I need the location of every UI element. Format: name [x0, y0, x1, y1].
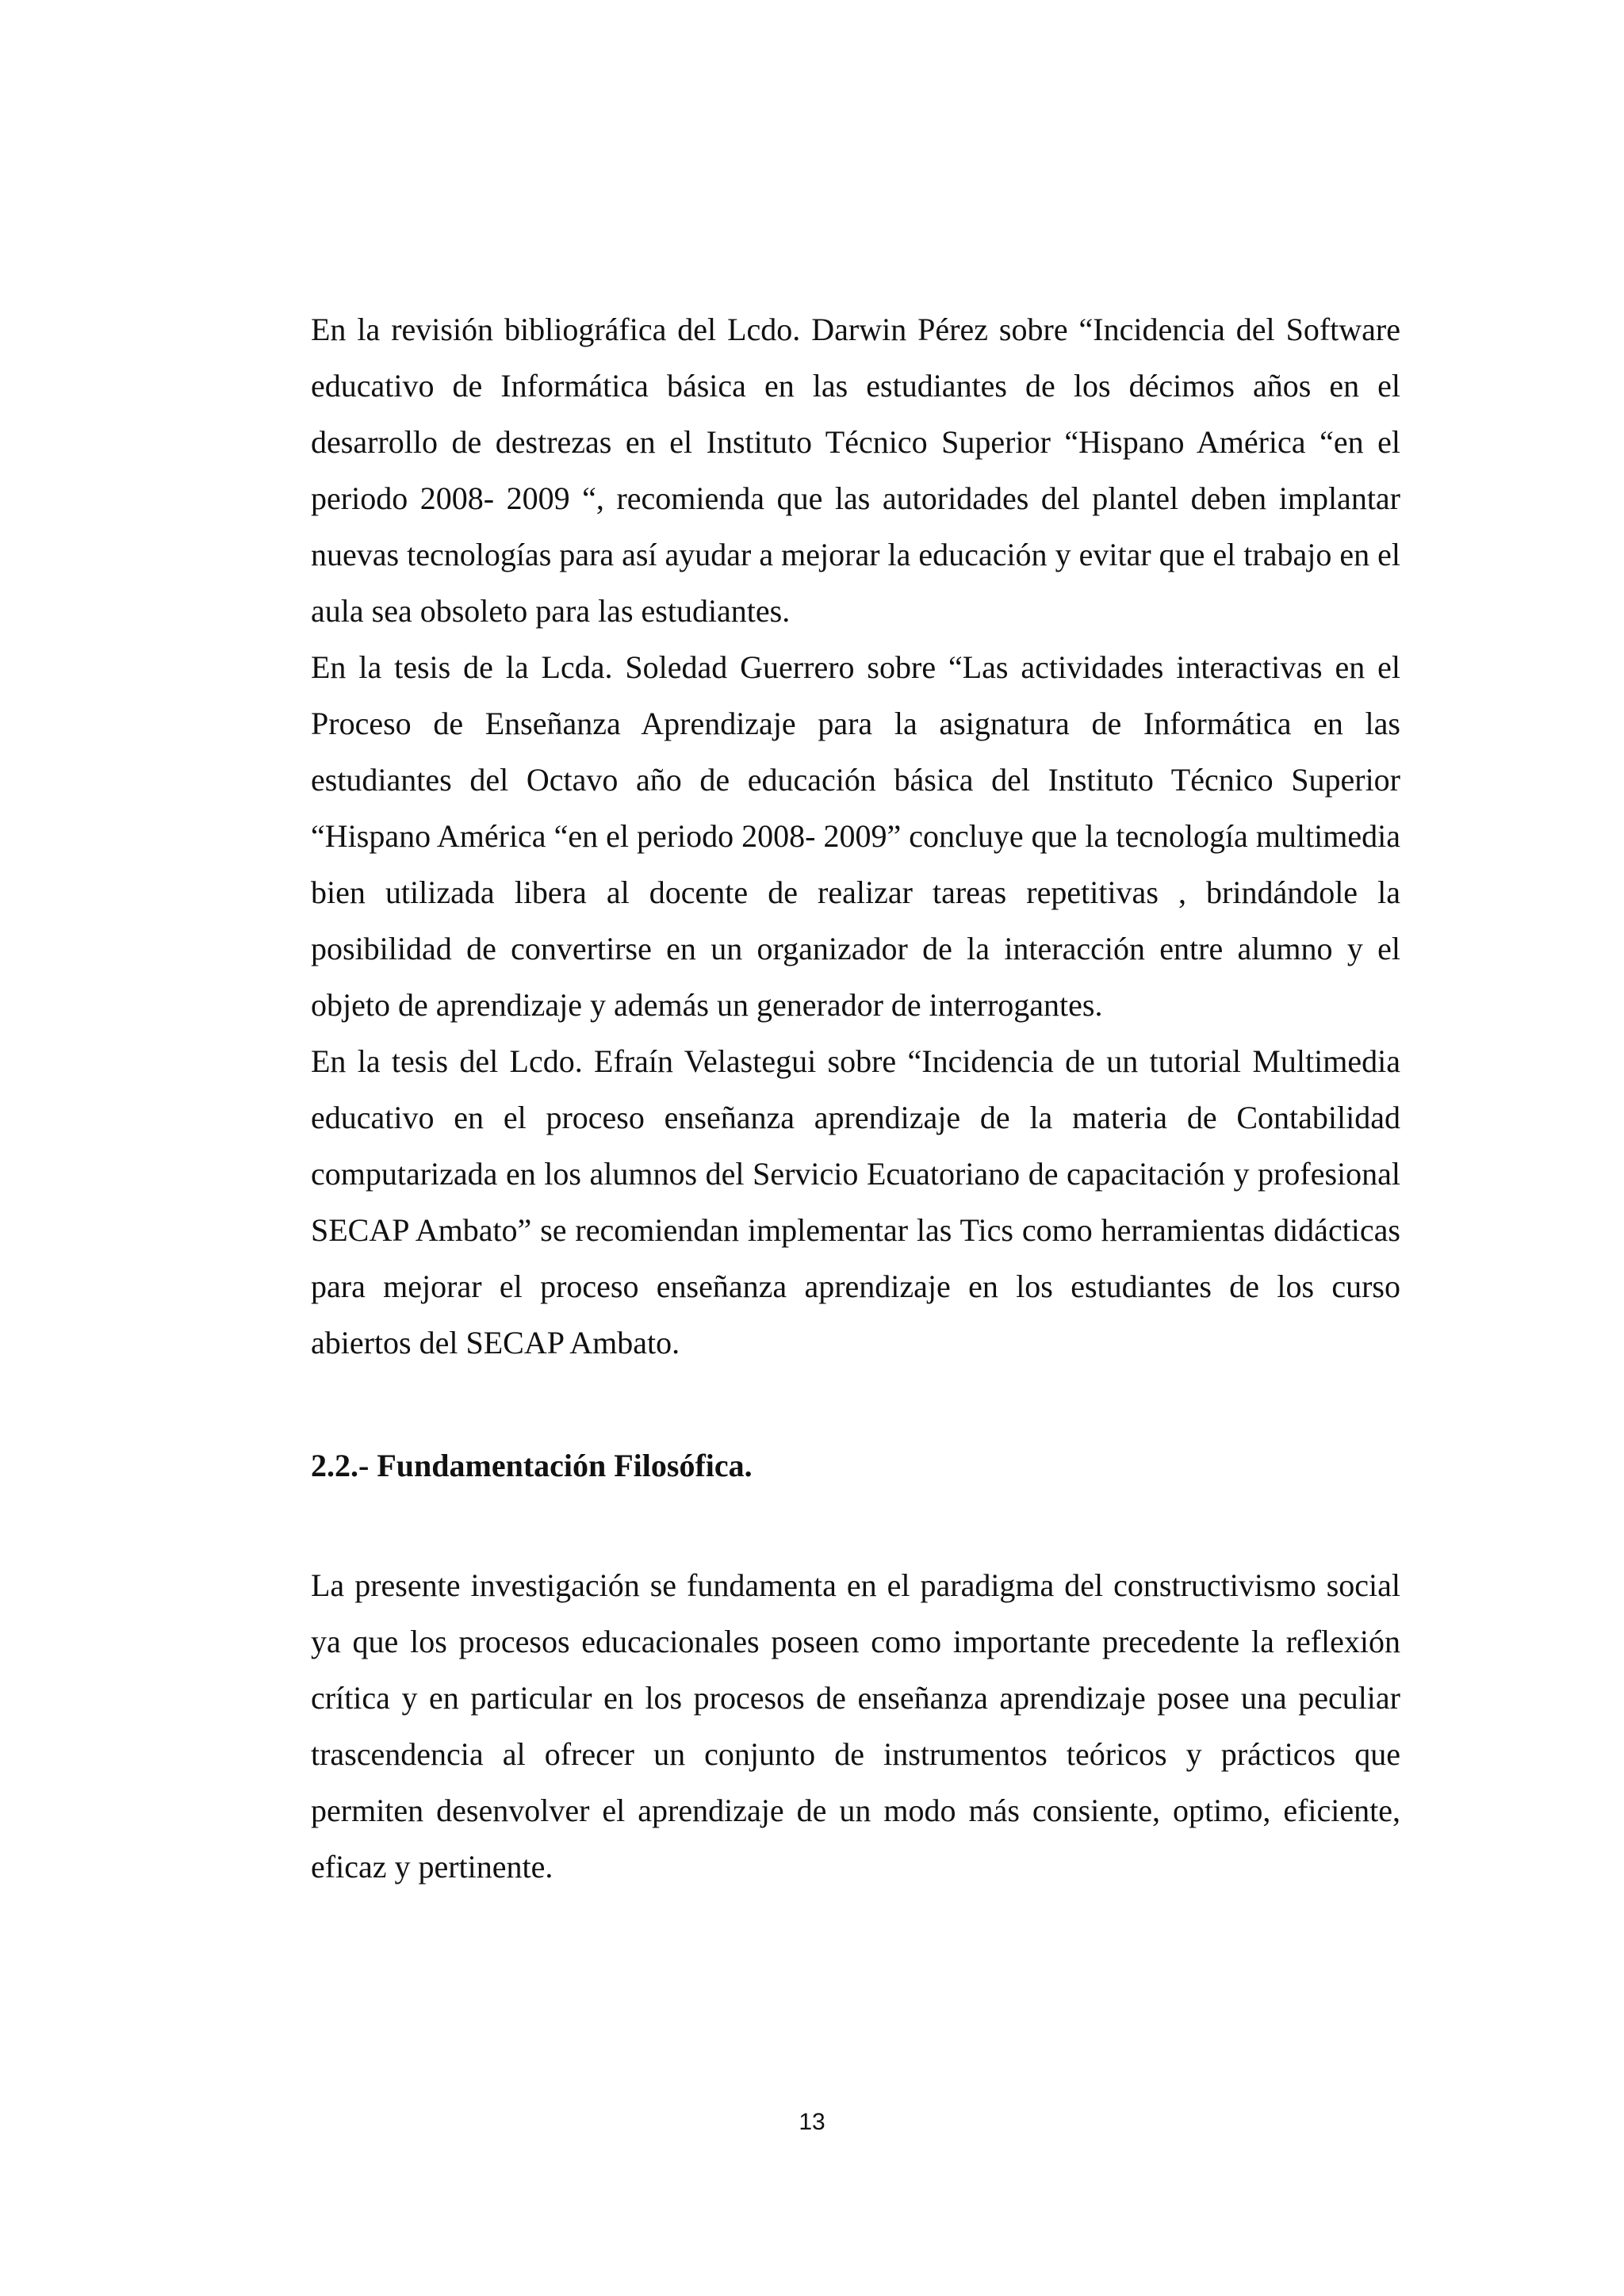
page-content	[311, 301, 1400, 1895]
paragraph-velastegui-thesis: En la tesis del Lcdo. Efraín Velastegui sobre “Incidencia de un tutorial Multimedia educativo en el proceso enseñanza aprendizaje de la materia de Contabilidad computarizada en los alumnos del Servicio Ecuatoriano de capacitación y profesional SECAP Ambato” se recomiendan implementar las Tics como herramientas didácticas para mejorar el proceso enseñanza aprendizaje en los estudiantes de los curso abiertos del SECAP Ambato.	[311, 1043, 1400, 1360]
paragraph-philosophical-foundation: La presente investigación se fundamenta en el paradigma del constructivismo social ya que los procesos educacionales poseen como importante precedente la reflexión crítica y en particular en los procesos de enseñanza aprendizaje posee una peculiar trascendencia al ofrecer un conjunto de instrumentos teóricos y prácticos que permiten desenvolver el aprendizaje de un modo más consiente, optimo, eficiente, eficaz y pertinente.	[311, 1567, 1400, 1885]
paragraph-guerrero-thesis: En la tesis de la Lcda. Soledad Guerrero sobre “Las actividades interactivas en el Proceso de Enseñanza Aprendizaje para la asignatura de Informática en las estudiantes del Octavo año de educación básica del Instituto Técnico Superior “Hispano América “en el periodo 2008- 2009” concluye que la tecnología multimedia bien utilizada libera al docente de realizar tareas repetitivas , brindándole la posibilidad de convertirse en un organizador de la interacción entre alumno y el objeto de aprendizaje y además un generador de interrogantes.	[311, 649, 1400, 1023]
paragraph-perez-review: En la revisión bibliográfica del Lcdo. Darwin Pérez sobre “Incidencia del Software educativo de Informática básica en las estudiantes de los décimos años en el desarrollo de destrezas en el Instituto Técnico Superior “Hispano América “en el periodo 2008- 2009 “, recomienda que las autoridades del plantel deben implantar nuevas tecnologías para así ayudar a mejorar la educación y evitar que el trabajo en el aula sea obsoleto para las estudiantes.	[311, 312, 1400, 629]
page-number: 13	[799, 2109, 825, 2135]
section-heading: 2.2.- Fundamentación Filosófica.	[311, 1448, 753, 1483]
